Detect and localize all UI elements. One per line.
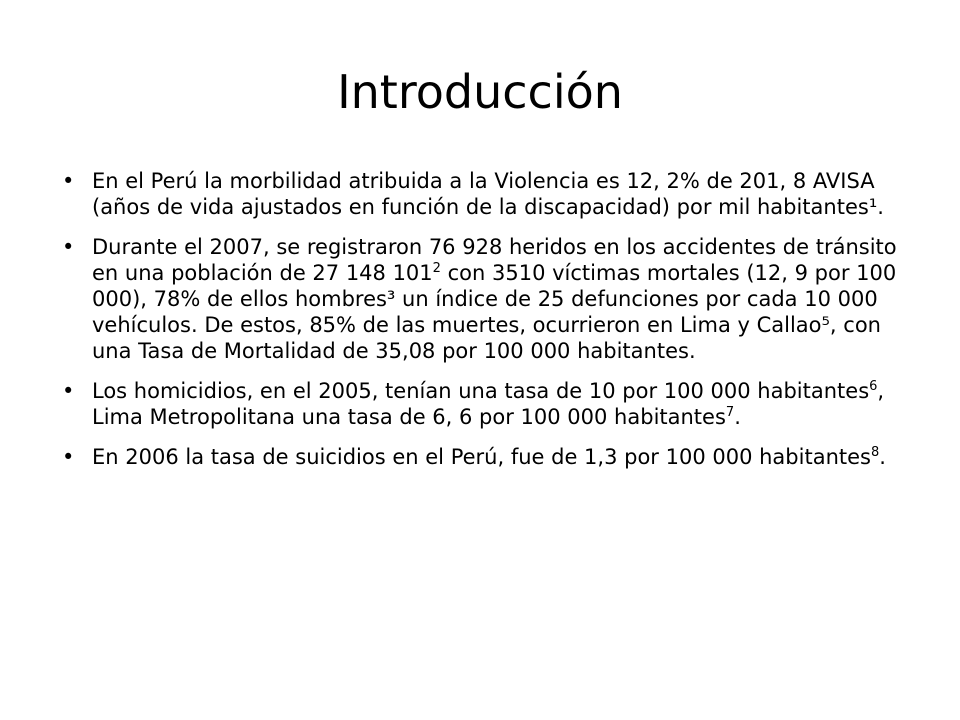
footnote-ref: 2 [432,261,441,276]
bullet-item-3 [62,378,902,430]
bullet-dot-icon: • [62,169,75,193]
bullet-text-part: . [734,405,741,429]
footnote-ref: 8 [870,445,880,460]
bullet-item-1 [62,168,902,220]
bullet-text-part: con 3510 víctimas mortales (12, 9 por 100 000), 78% de ellos hombres³ un índice de 25 defunciones por cada 10 000 vehículos. De estos, 85% de las muertes, ocurrieron en Lima y Callao⁵, con una Tasa de Mortalidad de 35,08 por 100 000 habitantes. [92,261,897,363]
footnote-ref: 7 [725,405,735,420]
footnote-ref: 6 [869,379,878,394]
slide-title: Introducción [337,65,623,119]
bullet-text-part: . [879,445,886,469]
bullet-item-4 [62,444,902,470]
bullet-text-part: En 2006 la tasa de suicidios en el Perú, fue de 1,3 por 100 000 habitantes [92,445,871,469]
bullet-item-2 [62,234,902,364]
bullet-text-part: Los homicidios, en el 2005, tenían una tasa de 10 por 100 000 habitantes [92,379,870,403]
bullet-list [62,168,902,484]
bullet-dot-icon: • [62,379,75,403]
bullet-text-part: , Lima Metropolitana una tasa de 6, 6 por 100 000 habitantes [92,379,885,429]
bullet-text-part: Durante el 2007, se registraron 76 928 heridos en los accidentes de tránsito en una población de 27 148 101 [92,235,897,285]
bullet-dot-icon: • [62,445,75,469]
bullet-dot-icon: • [62,235,75,259]
bullet-text: En el Perú la morbilidad atribuida a la Violencia es 12, 2% de 201, 8 AVISA (años de vida ajustados en función de la discapacidad) por mil habitantes¹. [92,169,884,219]
